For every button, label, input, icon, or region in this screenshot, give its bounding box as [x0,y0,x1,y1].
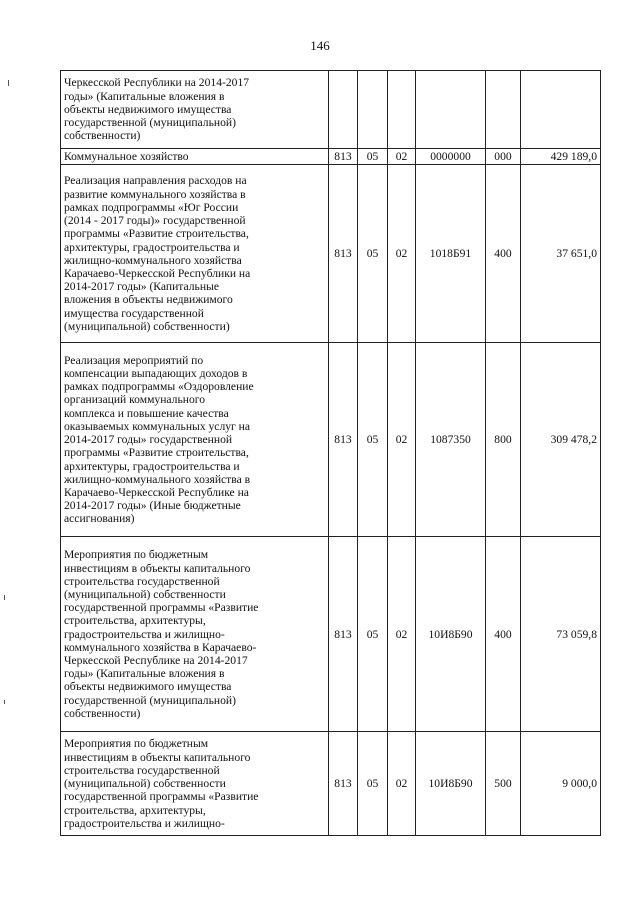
cell-grbs: 813 [329,165,358,343]
cell-csr: 10И8Б90 [416,732,486,836]
table-row [61,71,601,149]
cell-rz: 05 [358,149,388,165]
cell-grbs: 813 [329,537,358,732]
table-row [61,149,601,165]
cell-sum: 309 478,2 [521,343,601,537]
row-name: Реализация мероприятий по компенсации выпадающих доходов в рамках подпрограммы «Оздоровление организаций коммунального комплекса и повышение качества оказываемых коммунальных услуг на 2014-2017 годы» государственной программы «Развитие строительства, архитектуры, градостроительства и жилищно-коммунального хозяйства в Карачаево-Черкесской Республике на 2014-2017 годы» (Иные бюджетные ассигнования) [61,343,329,537]
cell-pr [388,71,416,149]
row-name: Черкесской Республики на 2014-2017 годы» (Капитальные вложения в объекты недвижимого имущества государственной (муниципальной) собственности) [61,71,329,149]
cell-vr [486,71,521,149]
scan-artifact [4,595,5,600]
cell-pr: 02 [388,165,416,343]
row-name: Реализация направления расходов на развитие коммунального хозяйства в рамках подпрограммы «Юг России (2014 - 2017 годы)» государственной программы «Развитие строительства, архитектуры, градостроительства и жилищно-коммунального хозяйства Карачаево-Черкесской Республики на 2014-2017 годы» (Капитальные вложения в объекты недвижимого имущества государственной (муниципальной) собственности) [61,165,329,343]
scan-artifact [4,700,5,704]
row-name: Мероприятия по бюджетным инвестициям в объекты капитального строительства государственной (муниципальной) собственности государственной программы «Развитие строительства, архитектуры, градостроительства и жилищно- [61,732,329,836]
cell-pr: 02 [388,537,416,732]
page-number: 146 [310,38,330,53]
cell-rz: 05 [358,343,388,537]
cell-grbs [329,71,358,149]
table-row [61,732,601,836]
cell-rz: 05 [358,165,388,343]
cell-rz [358,71,388,149]
cell-rz: 05 [358,537,388,732]
scan-artifact [8,80,9,86]
cell-vr: 400 [486,165,521,343]
row-name: Коммунальное хозяйство [61,149,329,165]
cell-grbs: 813 [329,732,358,836]
cell-vr: 500 [486,732,521,836]
cell-sum: 429 189,0 [521,149,601,165]
cell-pr: 02 [388,149,416,165]
cell-pr: 02 [388,732,416,836]
cell-csr: 0000000 [416,149,486,165]
cell-grbs: 813 [329,149,358,165]
cell-grbs: 813 [329,343,358,537]
cell-csr: 1087350 [416,343,486,537]
table-row [61,537,601,732]
cell-rz: 05 [358,732,388,836]
cell-vr: 800 [486,343,521,537]
table-row [61,165,601,343]
cell-sum [521,71,601,149]
cell-csr [416,71,486,149]
cell-csr: 10И8Б90 [416,537,486,732]
cell-vr: 400 [486,537,521,732]
table-row [61,343,601,537]
budget-table [60,70,601,836]
cell-sum: 9 000,0 [521,732,601,836]
row-name: Мероприятия по бюджетным инвестициям в объекты капитального строительства государственной (муниципальной) собственности государственной программы «Развитие строительства, архитектуры, градостроительства и жилищно- коммунального хозяйства в Карачаево- Черкесской Республике на 2014-2017 годы» (Капитальные вложения в объекты недвижимого имущества государственной (муниципальной) собственности) [61,537,329,732]
cell-vr: 000 [486,149,521,165]
cell-pr: 02 [388,343,416,537]
cell-csr: 1018Б91 [416,165,486,343]
cell-sum: 37 651,0 [521,165,601,343]
cell-sum: 73 059,8 [521,537,601,732]
